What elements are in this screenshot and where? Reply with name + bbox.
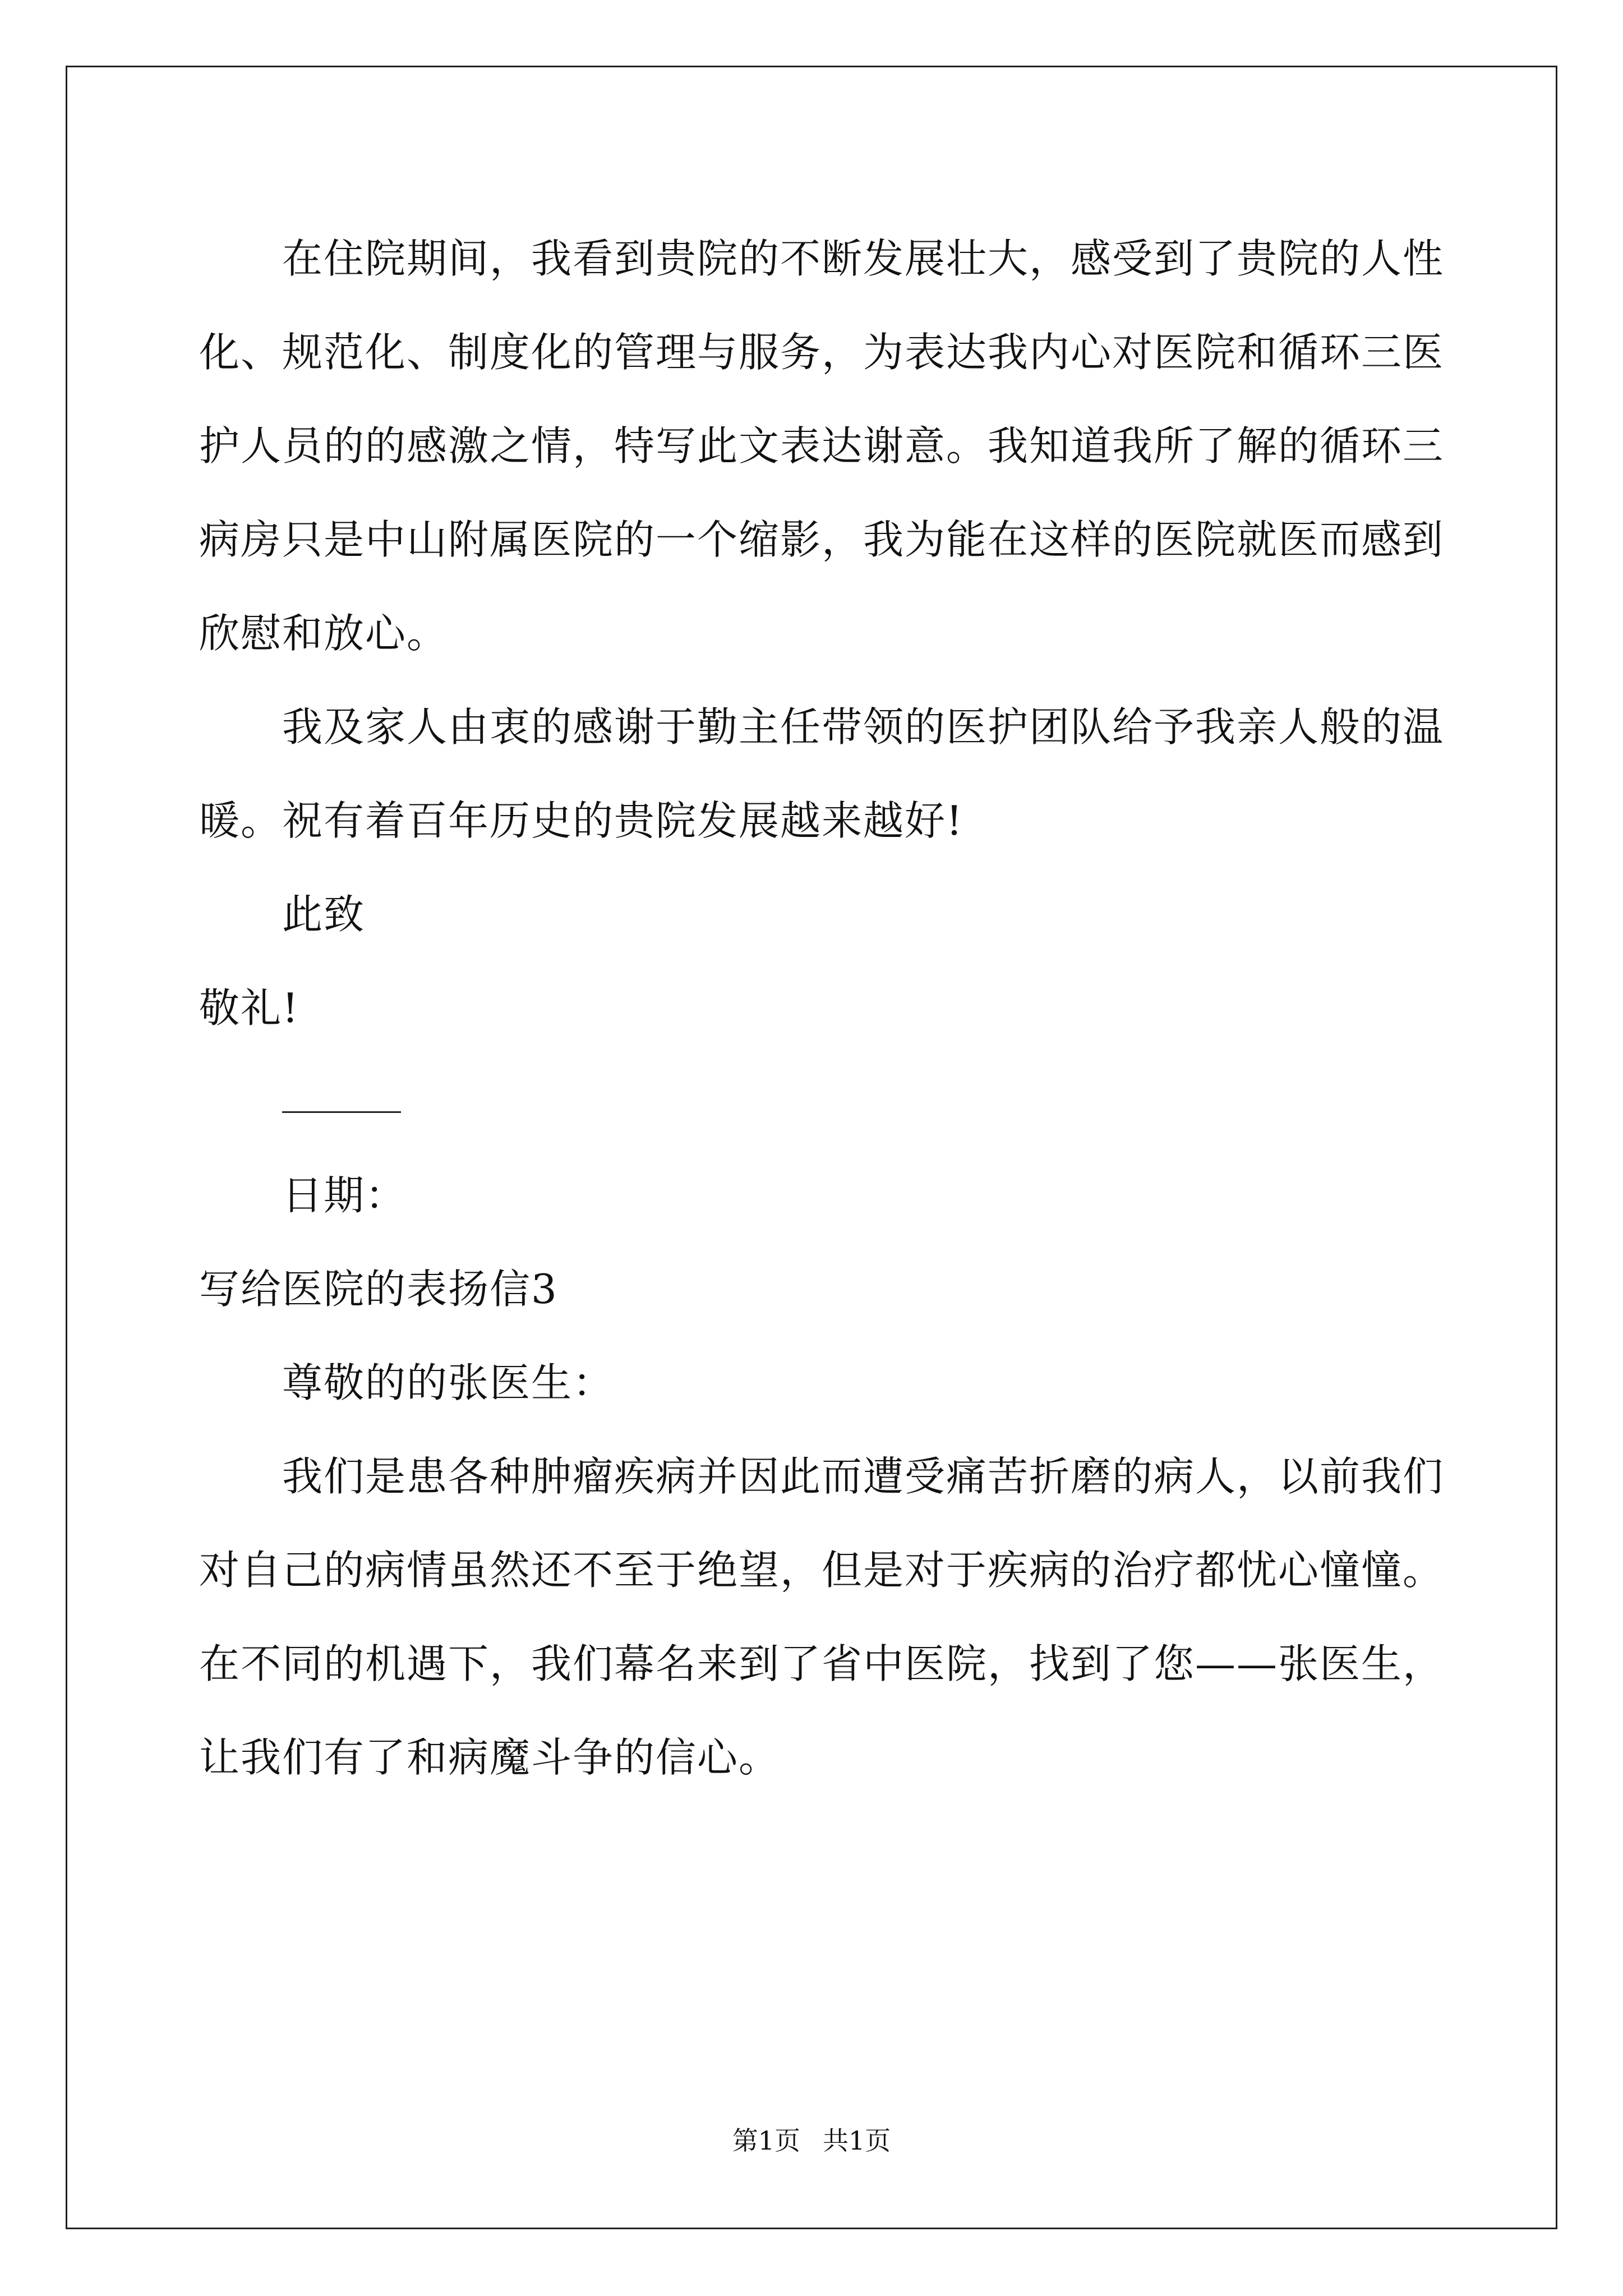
closing-phrase: 此致 <box>282 891 366 938</box>
paragraph-line: 护人员的的感激之情，特写此文表达谢意。我知道我所了解的循环三 <box>199 422 1445 470</box>
page-number: 第1页 <box>732 2125 800 2156</box>
paragraph-line: 我们是患各种肿瘤疾病并因此而遭受痛苦折磨的病人，以前我们 <box>282 1453 1445 1500</box>
paragraph-line: 暖。祝有着百年历史的贵院发展越来越好! <box>199 797 963 844</box>
paragraph-line: 对自己的病情虽然还不至于绝望，但是对于疾病的治疗都忧心憧憧。 <box>199 1547 1445 1594</box>
paragraph-thanks <box>199 680 1445 868</box>
paragraph-line: 在住院期间，我看到贵院的不断发展壮大，感受到了贵院的人性 <box>282 235 1445 282</box>
page-total: 共1页 <box>823 2125 891 2156</box>
paragraph-line: 我及家人由衷的感谢于勤主任带领的医护团队给予我亲人般的温 <box>282 703 1445 751</box>
date-label: 日期： <box>282 1172 407 1219</box>
greeting: 尊敬的的张医生： <box>282 1359 615 1406</box>
document-body <box>199 212 1445 1805</box>
paragraph-line: 在不同的机遇下，我们幕名来到了省中医院，找到了您——张医生， <box>199 1640 1445 1687</box>
paragraph-line: 欣慰和放心。 <box>199 610 449 657</box>
paragraph-line: 病房只是中山附属医院的一个缩影，我为能在这样的医院就医而感到 <box>199 516 1445 563</box>
signature-rule <box>282 1111 401 1113</box>
paragraph-gratitude <box>199 212 1445 680</box>
page-footer <box>0 2124 1623 2157</box>
section-title: 写给医院的表扬信3 <box>199 1266 558 1313</box>
salute-phrase: 敬礼! <box>199 984 299 1032</box>
paragraph-line: 化、规范化、制度化的管理与服务，为表达我内心对医院和循环三医 <box>199 329 1445 376</box>
signature-line <box>199 1055 1433 1149</box>
paragraph-patients <box>199 1430 1445 1805</box>
paragraph-line: 让我们有了和病魔斗争的信心。 <box>199 1734 781 1781</box>
